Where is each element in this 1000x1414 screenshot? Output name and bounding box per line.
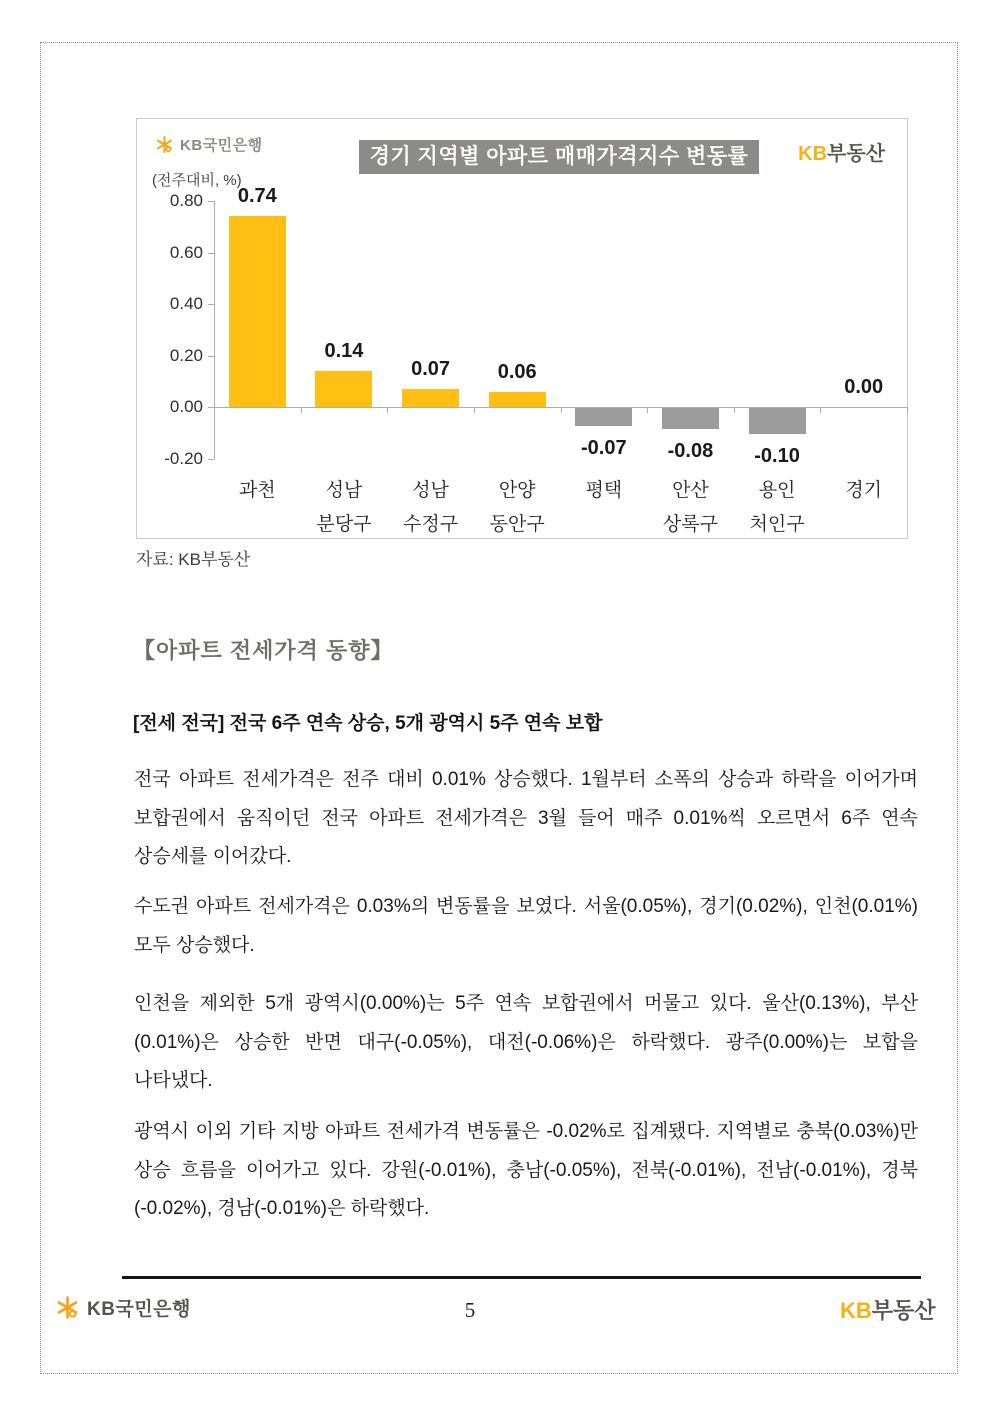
x-axis-tick (647, 407, 648, 413)
y-axis-tick (208, 304, 214, 305)
paragraph-regional-jeonse: 광역시 이외 기타 지방 아파트 전세가격 변동률은 -0.02%로 집계됐다. 지역별로 충북(0.03%)만 상승 흐름을 이어가고 있다. 강원(-0.01%), 충남(-0.05%), 전북(-0.01%), 전남(-0.01%), 경북(-0.02%), 경남(-0.01%)은 하락했다. (134, 1121, 918, 1219)
bar-value-label: 0.06 (497, 360, 537, 383)
bar (575, 408, 632, 426)
x-axis-tick (301, 407, 302, 413)
footer-divider (122, 1276, 921, 1279)
paragraph-metro-jeonse: 수도권 아파트 전세가격은 0.03%의 변동률을 보였다. 서울(0.05%), 경기(0.02%), 인천(0.01%) 모두 상승했다. (134, 896, 918, 956)
bar (489, 392, 546, 407)
bar-value-label: 0.07 (411, 357, 451, 380)
x-axis-tick (820, 407, 821, 413)
y-axis-tick-label: 0.20 (169, 345, 203, 365)
footer-kb-bank-label: KB국민은행 (87, 1299, 191, 1320)
y-axis-tick-label: 0.80 (169, 191, 203, 210)
bar (749, 408, 806, 434)
y-axis-tick-label: -0.20 (164, 448, 203, 468)
x-axis-tick (561, 407, 562, 413)
category-label: 평택 (585, 480, 623, 501)
kb-star-icon (55, 1295, 80, 1320)
category-label: 성남 (325, 480, 363, 501)
bar-value-label: 0.74 (237, 185, 277, 208)
y-axis-tick (208, 407, 214, 408)
category-label: 동안구 (489, 514, 545, 535)
bar (662, 408, 719, 429)
paragraph-national-jeonse: 전국 아파트 전세가격은 전주 대비 0.01% 상승했다. 1월부터 소폭의 상승과 하락을 이어가며 보합권에서 움직이던 전국 아파트 전세가격은 3월 들어 매주 0.01%씩 오르면서 6주 연속 상승세를 이어갔다. (134, 769, 918, 867)
paragraph-five-cities-jeonse: 인천을 제외한 5개 광역시(0.00%)는 5주 연속 보합권에서 머물고 있다. 울산(0.13%), 부산(0.01%)은 상승한 반면 대구(-0.05%), 대전(-0.06%)은 하락했다. 광주(0.00%)는 보합을 나타냈다. (134, 993, 918, 1091)
y-axis-tick (208, 356, 214, 357)
bar-value-label: -0.07 (581, 437, 627, 460)
y-axis-tick-label: 0.40 (169, 294, 203, 313)
page-number: 5 (464, 1298, 476, 1322)
chart-source-note: 자료: KB부동산 (136, 550, 251, 569)
bar-chart-plot (137, 119, 909, 540)
bar (229, 216, 286, 407)
x-axis-tick (907, 407, 908, 413)
x-axis-tick (474, 407, 475, 413)
chart-title: 경기 지역별 아파트 매매가격지수 변동률 (359, 140, 759, 174)
y-axis-tick (208, 253, 214, 254)
y-axis-tick-label: 0.60 (169, 242, 203, 262)
y-axis-tick-label: 0.00 (169, 397, 203, 416)
kb-realty-logo-rest: 부동산 (827, 143, 885, 165)
x-axis-tick (387, 407, 388, 413)
category-label: 성남 (412, 480, 449, 501)
bar-value-label: 0.14 (324, 339, 364, 362)
category-label: 용인 (758, 480, 796, 501)
section-heading: 【아파트 전세가격 동향】 (133, 638, 394, 663)
footer-kb-realty-rest: 부동산 (871, 1298, 936, 1323)
category-label: 과천 (238, 480, 276, 501)
chart-unit-label: (전주대비, %) (152, 172, 242, 189)
category-label: 처인구 (749, 514, 805, 535)
category-label: 경기 (845, 480, 883, 501)
bar (315, 371, 372, 407)
category-label: 수정구 (403, 514, 459, 535)
footer-kb-realty-logo (840, 1294, 936, 1325)
y-axis-tick (208, 459, 214, 460)
category-label: 안양 (498, 480, 536, 501)
x-axis-tick (734, 407, 735, 413)
category-label: 상록구 (662, 514, 718, 535)
kb-bank-logo-label: KB국민은행 (180, 137, 263, 154)
category-label: 안산 (672, 480, 709, 501)
footer-kb-realty-kb: KB (840, 1298, 872, 1323)
bar-value-label: -0.08 (667, 439, 714, 462)
y-axis-line (214, 201, 215, 459)
bar-value-label: 0.00 (844, 376, 884, 398)
footer-kb-bank-logo (55, 1294, 191, 1321)
bar-value-label: -0.10 (754, 444, 800, 467)
kb-realty-logo-kb: KB (798, 143, 828, 165)
chart-panel (136, 118, 908, 539)
section-subheading: [전세 전국] 전국 6주 연속 상승, 5개 광역시 5주 연속 보합 (133, 713, 603, 734)
bar (402, 389, 459, 407)
category-label: 분당구 (316, 514, 372, 535)
